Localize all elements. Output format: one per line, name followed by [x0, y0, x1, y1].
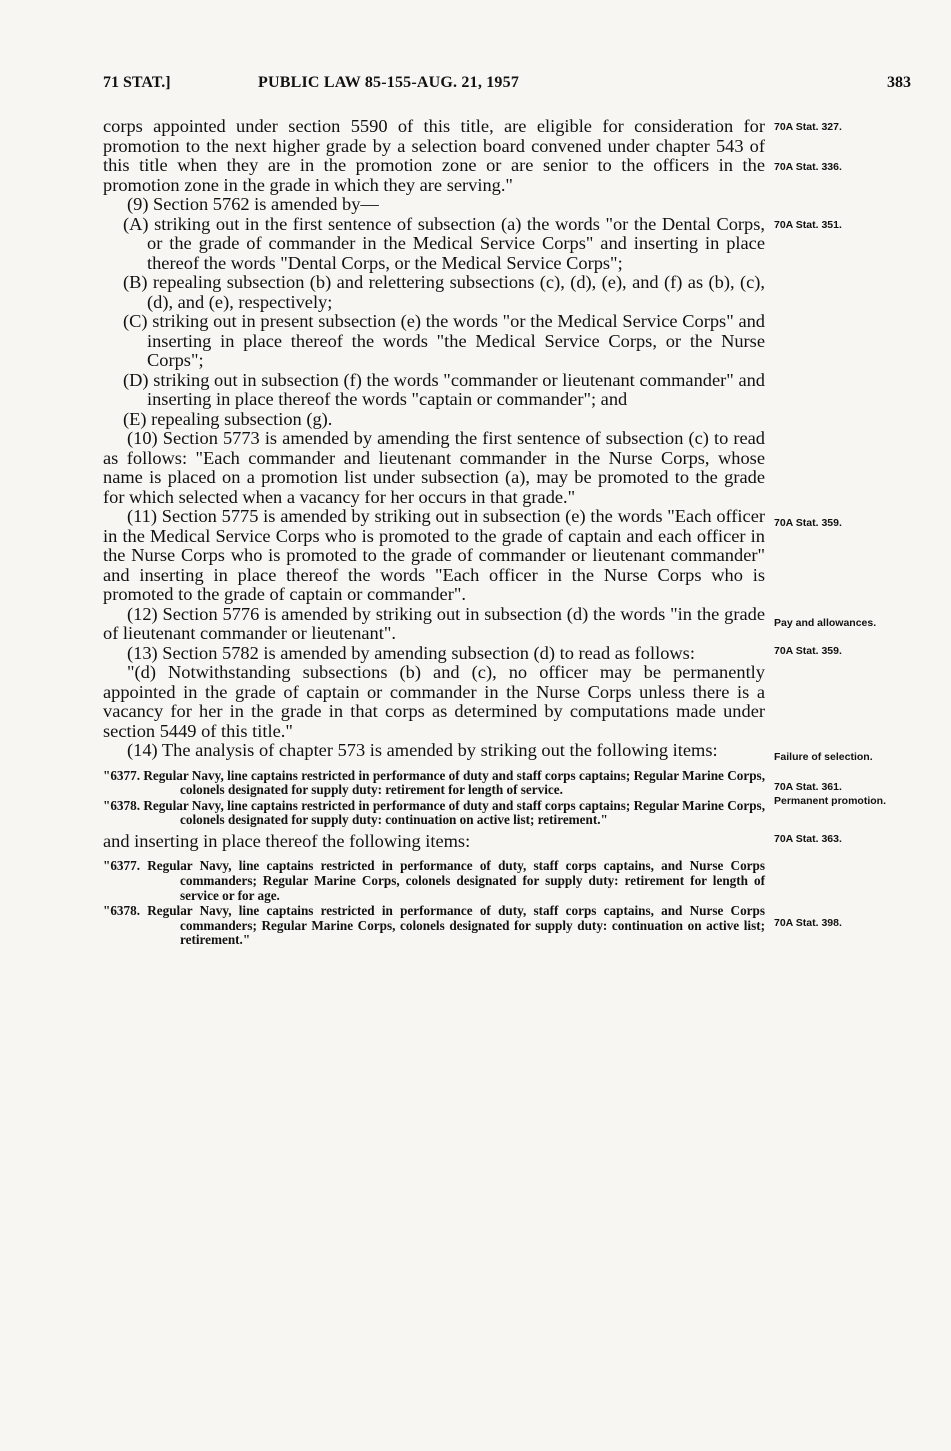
paragraph: (9) Section 5762 is amended by— [127, 194, 379, 214]
main-text [103, 117, 765, 950]
quoted-paragraph: "(d) Notwithstanding subsections (b) and (c), no officer may be permanently appointed in the grade of captain or commander in the Nurse Corps unless there is a vacancy for her in the grade in that corps as determined by computations made under section 5449 of this title." [103, 662, 765, 741]
inserted-items [103, 859, 765, 948]
list-item: "6378. Regular Navy, line captains restricted in performance of duty and staff corps captains; Regular Marine Corps, colonels designated for supply duty: continuation on active list; retirement." [103, 797, 765, 828]
margin-note: 70A Stat. 336. [774, 161, 842, 173]
struck-items [103, 769, 765, 828]
paragraph: (D) striking out in subsection (f) the words "commander or lieutenant commander" and inserting in place thereof the words "captain or commander"; and [123, 369, 765, 409]
margin-note: 70A Stat. 363. [774, 833, 842, 845]
paragraph: corps appointed under section 5590 of this title, are eligible for consideration for promotion to the next higher grade by a selection board convened under chapter 543 of this title when they are in the promotion zone or are senior to the officers in the promotion zone in the grade in which they are serving." [103, 116, 765, 195]
margin-note: Pay and allowances. [774, 617, 877, 629]
paragraph: (C) striking out in present subsection (e) the words "or the Medical Service Corps" and inserting in place thereof the words "the Medical Service Corps, or the Nurse Corps"; [123, 311, 765, 370]
margin-note: Permanent promotion. [774, 795, 887, 807]
margin-note: Failure of selection. [774, 751, 873, 763]
margin-note: 70A Stat. 359. [774, 517, 842, 529]
margin-note: 70A Stat. 398. [774, 917, 842, 929]
running-title: PUBLIC LAW 85-155-AUG. 21, 1957 [258, 74, 520, 91]
paragraph: (11) Section 5775 is amended by striking out in subsection (e) the words "Each officer in the Medical Service Corps who is promoted to the grade of captain and each officer in the Nurse Corps who is promoted to the grade of commander or lieutenant commander" and inserting in place thereof the words "Each officer in the Nurse Corps who is promoted to the grade of captain or commander". [103, 506, 765, 604]
page-number: 383 [887, 74, 911, 91]
paragraph: (10) Section 5773 is amended by amending the first sentence of subsection (c) to read as follows: "Each commander and lieutenant commander in the Nurse Corps, whose name is placed on a promotion list under subsection (a), may be promoted to the grade for which selected when a vacancy for her occurs in that grade." [103, 428, 765, 507]
paragraph: (A) striking out in the first sentence of subsection (a) the words "or the Dental Corps, or the grade of commander in the Medical Service Corps" and inserting in place thereof the words "Dental Corps, or the Medical Service Corps"; [123, 213, 765, 273]
paragraph: (E) repealing subsection (g). [123, 408, 333, 429]
page-header [103, 74, 911, 98]
paragraph: (B) repealing subsection (b) and relettering subsections (c), (d), (e), and (f) as (b), (c), (d), and (e), respectively; [123, 272, 765, 312]
margin-note: 70A Stat. 359. [774, 645, 842, 657]
margin-note: 70A Stat. 361. [774, 781, 842, 793]
paragraph: (13) Section 5782 is amended by amending subsection (d) to read as follows: [127, 642, 695, 663]
paragraph: (14) The analysis of chapter 573 is amended by striking out the following items: [127, 740, 718, 760]
list-item: "6377. Regular Navy, line captains restricted in performance of duty, staff corps captains, and Nurse Corps commanders; Regular Marine Corps, colonels designated for supply duty: retirement for length of service or for age. [103, 858, 765, 903]
margin-note: 70A Stat. 351. [774, 219, 842, 231]
paragraph: and inserting in place thereof the following items: [103, 830, 471, 851]
list-item: "6378. Regular Navy, line captains restricted in performance of duty, staff corps captains, and Nurse Corps commanders; Regular Marine Corps, colonels designated for supply duty: continuation on active list; retirement." [103, 903, 765, 948]
paragraph: (12) Section 5776 is amended by striking out in subsection (d) the words "in the grade of lieutenant commander or lieutenant". [103, 603, 765, 643]
list-item: "6377. Regular Navy, line captains restricted in performance of duty and staff corps captains; Regular Marine Corps, colonels designated for supply duty: retirement for length of service. [103, 767, 765, 798]
margin-note: 70A Stat. 327. [774, 121, 842, 133]
volume-label: 71 STAT.] [103, 74, 171, 91]
